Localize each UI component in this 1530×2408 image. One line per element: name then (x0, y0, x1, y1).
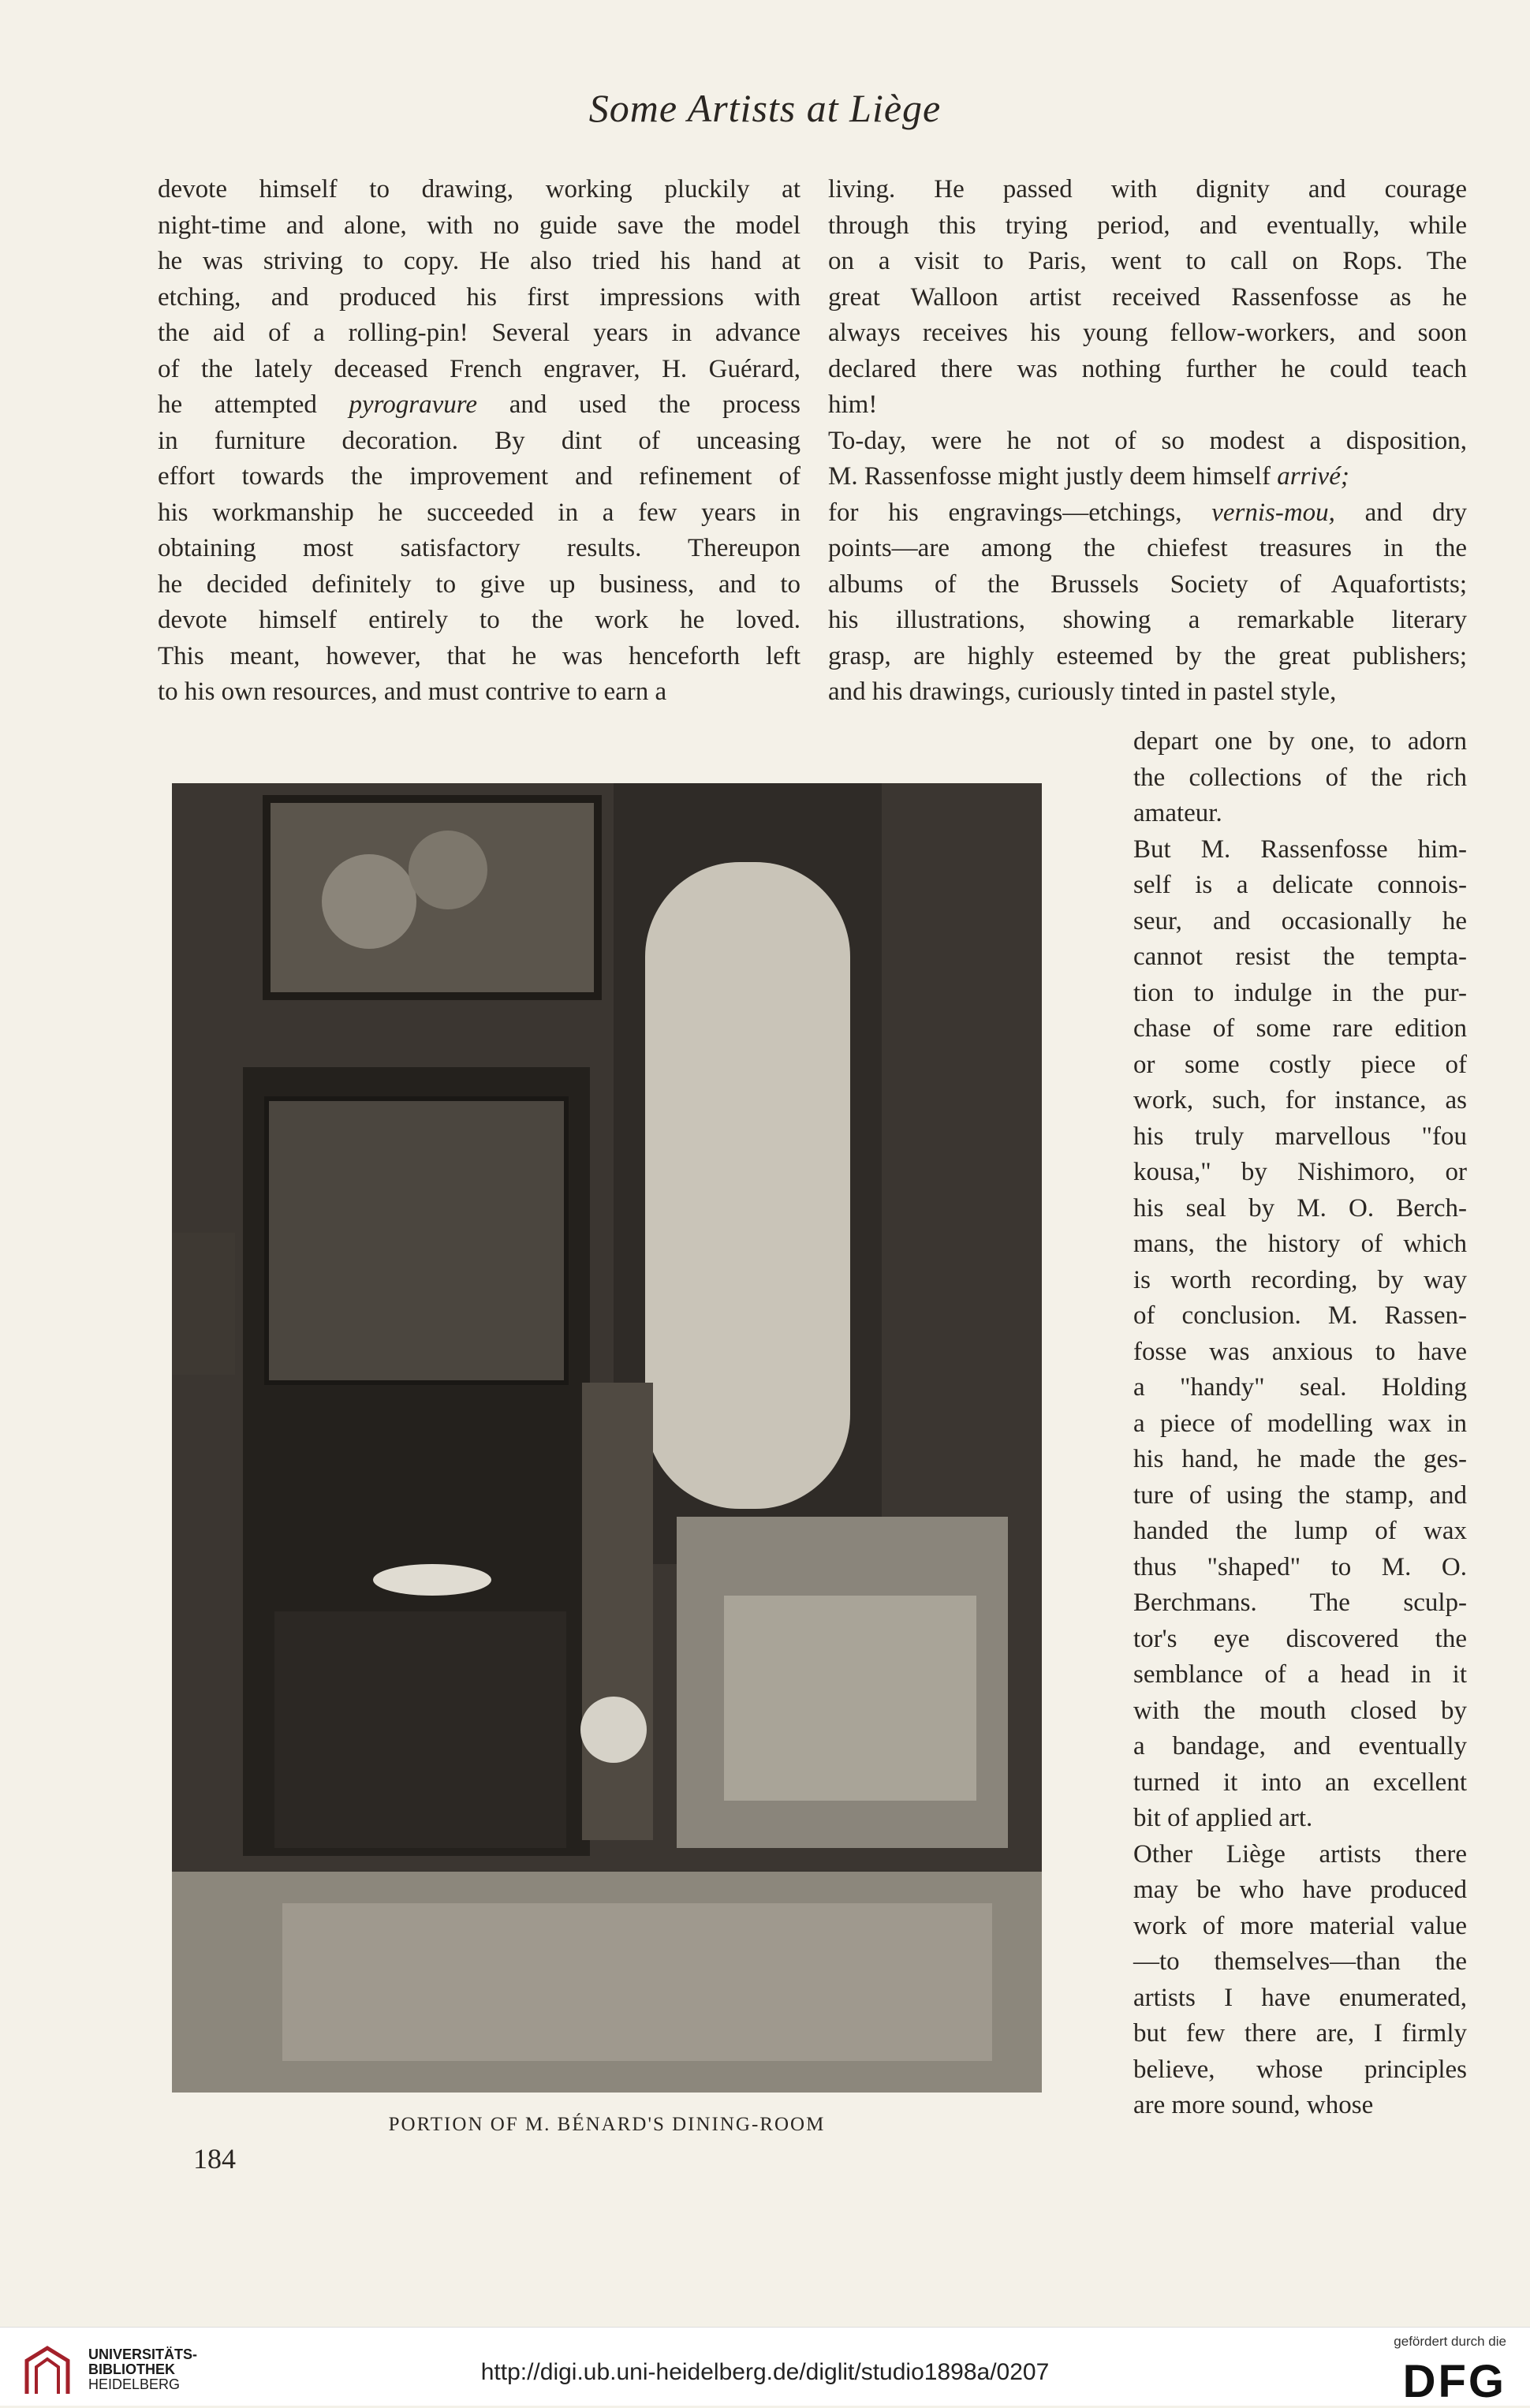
library-name-line-2: BIBLIOTHEK (88, 2361, 175, 2377)
text-line: fosse was anxious to have (1133, 1337, 1467, 1366)
library-name (88, 2347, 197, 2392)
text-line: declared there was nothing further he could teach (828, 354, 1467, 383)
text-line: on a visit to Paris, went to call on Rops. The (828, 247, 1467, 275)
text-line: his truly marvellous "fou (1133, 1122, 1467, 1151)
text-line: handed the lump of wax (1133, 1517, 1467, 1545)
library-name-line-1: UNIVERSITÄTS- (88, 2346, 198, 2362)
text-line: may be who have produced (1133, 1876, 1467, 1904)
text-line: To-day, were he not of so modest a disposition, (828, 426, 1467, 455)
text-line: is worth recording, by way (1133, 1265, 1467, 1294)
text-line: turned it into an excellent (1133, 1768, 1467, 1797)
text-line: living. He passed with dignity and courage (828, 175, 1467, 203)
right-text-column-narrow (1133, 724, 1467, 2124)
text-line: in furniture decoration. By dint of unceasing (158, 426, 800, 455)
text-line: effort towards the improvement and refinement of (158, 462, 800, 491)
text-line: grasp, are highly esteemed by the great publishers; (828, 641, 1467, 670)
text-line: work, such, for instance, as (1133, 1086, 1467, 1114)
text-line: But M. Rassenfosse him- (1133, 834, 1467, 864)
text-line: amateur. (1133, 799, 1222, 827)
text-line: Berchmans. The sculp- (1133, 1589, 1467, 1617)
text-line: the aid of a rolling-pin! Several years in advance (158, 319, 800, 347)
italic-term: pyrogravure (349, 390, 478, 419)
left-text-column (158, 172, 800, 711)
text-line: a piece of modelling wax in (1133, 1409, 1467, 1438)
funding-label: gefördert durch die (1394, 2334, 1506, 2349)
text-line: Other Liège artists there (1133, 1839, 1467, 1869)
text-line: to his own resources, and must contrive to earn a (158, 678, 667, 706)
text-line: mans, the history of which (1133, 1230, 1467, 1258)
text-line: a bandage, and eventually (1133, 1732, 1467, 1760)
text-line: with the mouth closed by (1133, 1696, 1467, 1725)
text-line: This meant, however, that he was henceforth left (158, 641, 800, 670)
text-line: cannot resist the tempta- (1133, 943, 1467, 971)
text-line: but few there are, I firmly (1133, 2019, 1467, 2048)
text-line: great Walloon artist received Rassenfosse as he (828, 282, 1467, 312)
text-line: night-time and alone, with no guide save the model (158, 211, 800, 240)
text-line: chase of some rare edition (1133, 1014, 1467, 1043)
text-line: always receives his young fellow-workers, and soon (828, 319, 1467, 347)
text-line: tor's eye discovered the (1133, 1624, 1467, 1653)
page-number: 184 (193, 2143, 236, 2175)
text-line: him! (828, 390, 878, 419)
text-line: his hand, he made the ges- (1133, 1445, 1467, 1473)
text-line: he decided definitely to give up business, and to (158, 569, 800, 599)
text-line: etching, and produced his first impressions with (158, 282, 800, 312)
digitization-footer (0, 2327, 1530, 2406)
figure-caption: PORTION OF M. BÉNARD'S DINING-ROOM (388, 2114, 826, 2135)
text-line: seur, and occasionally he (1133, 906, 1467, 935)
text-line: are more sound, whose (1133, 2091, 1374, 2119)
dining-room-photograph (172, 783, 1042, 2093)
text-line: artists I have enumerated, (1133, 1983, 1467, 2012)
text-line: he attempted pyrogravure and used the process (158, 390, 801, 419)
text-line: the collections of the rich (1133, 763, 1467, 792)
text-line: kousa," by Nishimoro, or (1133, 1158, 1467, 1186)
text-line: his workmanship he succeeded in a few years in (158, 498, 800, 527)
text-line: work of more material value (1133, 1911, 1467, 1940)
text-line: —to themselves—than the (1133, 1947, 1467, 1976)
right-text-column-top (828, 172, 1467, 711)
text-line: ture of using the stamp, and (1133, 1480, 1467, 1510)
text-line: M. Rassenfosse might justly deem himself arrivé; (828, 462, 1349, 491)
text-line: a "handy" seal. Holding (1133, 1373, 1467, 1402)
text-line: tion to indulge in the pur- (1133, 978, 1467, 1007)
italic-term: arrivé; (1277, 462, 1349, 491)
text-line: through this trying period, and eventually, while (828, 211, 1467, 240)
library-logo-icon (21, 2343, 76, 2399)
text-line: devote himself entirely to the work he loved. (158, 606, 800, 634)
italic-term: vernis-mou, (1211, 498, 1335, 527)
text-line: believe, whose principles (1133, 2055, 1467, 2084)
text-line: and his drawings, curiously tinted in pastel style, (828, 678, 1337, 706)
text-line: for his engravings—etchings, vernis-mou, and dry (828, 498, 1467, 527)
text-line: thus "shaped" to M. O. (1133, 1552, 1467, 1581)
dfg-logo: DFG (1402, 2356, 1506, 2407)
text-line: of the lately deceased French engraver, H. Guérard, (158, 354, 800, 383)
text-line: he was striving to copy. He also tried his hand at (158, 247, 800, 275)
text-line: of conclusion. M. Rassen- (1133, 1301, 1467, 1330)
text-line: his illustrations, showing a remarkable literary (828, 606, 1467, 634)
text-line: semblance of a head in it (1133, 1660, 1467, 1689)
text-line: depart one by one, to adorn (1133, 727, 1467, 756)
text-line: self is a delicate connois- (1133, 871, 1467, 899)
dining-room-illustration (172, 783, 1042, 2093)
text-line: points—are among the chiefest treasures in the (828, 534, 1467, 562)
text-line: or some costly piece of (1133, 1050, 1467, 1079)
text-line: obtaining most satisfactory results. Thereupon (158, 534, 800, 562)
text-line: albums of the Brussels Society of Aquafortists; (828, 569, 1467, 599)
running-title: Some Artists at Liège (588, 86, 942, 130)
source-url-link[interactable]: http://digi.ub.uni-heidelberg.de/diglit/studio1898a/0207 (480, 2359, 1050, 2385)
text-line: bit of applied art. (1133, 1804, 1313, 1832)
text-line: his seal by M. O. Berch- (1133, 1193, 1467, 1223)
library-name-line-3: HEIDELBERG (88, 2376, 181, 2392)
text-line: devote himself to drawing, working pluckily at (158, 175, 800, 203)
